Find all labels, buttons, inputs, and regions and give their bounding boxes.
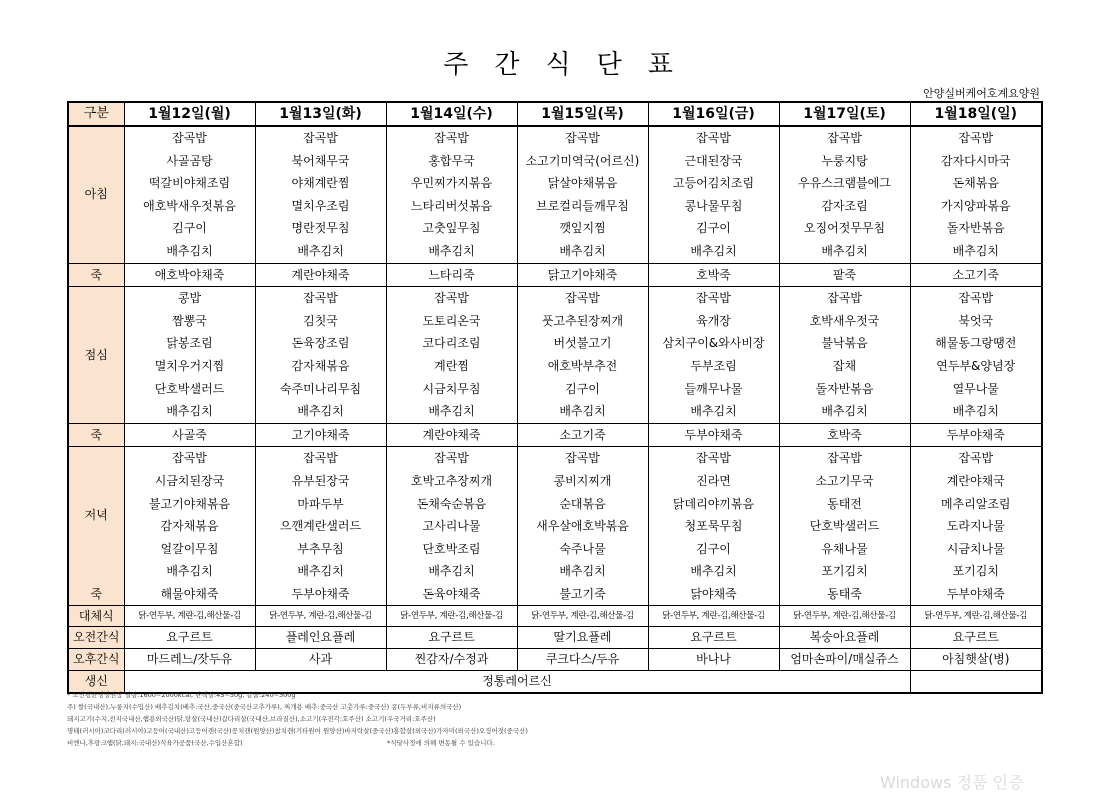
- menu-row: [68, 126, 1042, 150]
- menu-cell: 으깬계란샐러드: [255, 515, 386, 538]
- menu-cell: 우민찌가지볶음: [386, 172, 517, 195]
- menu-cell: 닭-연두부, 계란-김,해산물-김: [648, 606, 779, 627]
- menu-cell: 새우살애호박볶음: [517, 515, 648, 538]
- menu-cell: 배추김치: [255, 560, 386, 583]
- menu-cell: 배추김치: [517, 240, 648, 263]
- menu-cell: 포기김치: [779, 560, 910, 583]
- menu-cell: 아침햇살(병): [910, 649, 1042, 671]
- menu-cell: 닭-연두부, 계란-김,해산물-김: [910, 606, 1042, 627]
- menu-cell: 찐감자/수정과: [386, 649, 517, 671]
- menu-row: [68, 310, 1042, 333]
- menu-cell: 숙주나물: [517, 538, 648, 561]
- menu-cell: 배추김치: [386, 240, 517, 263]
- menu-cell: 열무나물: [910, 378, 1042, 401]
- menu-cell: 두부야채죽: [910, 583, 1042, 606]
- menu-cell: 두부야채죽: [648, 423, 779, 447]
- menu-cell: 바나나: [648, 649, 779, 671]
- windows-activation-watermark: Windows 정품 인증: [880, 773, 1024, 792]
- dinner-section: [68, 447, 1042, 606]
- menu-cell: 배추김치: [517, 560, 648, 583]
- birthday-cell: 정통레어르신: [124, 671, 910, 694]
- menu-cell: 돈육장조림: [255, 332, 386, 355]
- footnote-line: * 노인평균영양권장 열량:1600~2000kcal, 단백질:45~50g, 칼슘:240~300g: [67, 691, 296, 699]
- menu-cell: 유부된장국: [255, 470, 386, 493]
- jook-label: 죽: [68, 423, 124, 447]
- menu-cell: 돈채볶음: [910, 172, 1042, 195]
- menu-cell: 계란찜: [386, 355, 517, 378]
- menu-cell: 부추무침: [255, 538, 386, 561]
- header-row: [68, 102, 1042, 126]
- extras-section: [68, 606, 1042, 694]
- menu-cell: 팥죽: [779, 263, 910, 287]
- menu-row: [68, 287, 1042, 310]
- menu-cell: 닭살야채볶음: [517, 172, 648, 195]
- menu-row: [68, 195, 1042, 218]
- menu-cell: 콩나물무침: [648, 195, 779, 218]
- day-header: 1월15일(목): [517, 102, 648, 126]
- menu-cell: 동태죽: [779, 583, 910, 606]
- menu-cell: 숙주미나리무침: [255, 378, 386, 401]
- menu-cell: 순대볶음: [517, 493, 648, 516]
- menu-cell: 단호박샐러드: [779, 515, 910, 538]
- menu-cell: 마파두부: [255, 493, 386, 516]
- menu-row: [68, 447, 1042, 470]
- menu-cell: 잡곡밥: [386, 447, 517, 470]
- menu-cell: 소고기무국: [779, 470, 910, 493]
- menu-row: [68, 240, 1042, 263]
- menu-cell: 느타리버섯볶음: [386, 195, 517, 218]
- menu-cell: 요구르트: [386, 627, 517, 649]
- menu-cell: 메추리알조림: [910, 493, 1042, 516]
- menu-cell: 배추김치: [386, 400, 517, 423]
- jook-label: 죽: [68, 583, 124, 606]
- menu-cell: 요구르트: [910, 627, 1042, 649]
- menu-cell: 고기야채죽: [255, 423, 386, 447]
- menu-cell: 두부야채죽: [910, 423, 1042, 447]
- menu-cell: 잡곡밥: [255, 287, 386, 310]
- menu-cell: 배추김치: [255, 240, 386, 263]
- lunch-label: 점심: [68, 287, 124, 424]
- menu-row: [68, 470, 1042, 493]
- menu-cell: 김구이: [517, 378, 648, 401]
- menu-row: [68, 150, 1042, 173]
- organization-name: 안양실버케어호계요양원: [923, 87, 1040, 100]
- menu-cell: 연두부&양념장: [910, 355, 1042, 378]
- menu-cell: 시금치나물: [910, 538, 1042, 561]
- menu-cell: 잡곡밥: [910, 126, 1042, 150]
- menu-cell: 감자채볶음: [124, 515, 255, 538]
- menu-cell: 김칫국: [255, 310, 386, 333]
- menu-cell: 배추김치: [910, 400, 1042, 423]
- menu-cell: 쿠크다스/두유: [517, 649, 648, 671]
- menu-cell: 김구이: [648, 217, 779, 240]
- menu-cell: 잡곡밥: [386, 126, 517, 150]
- birthday-label: 생신: [68, 671, 124, 694]
- menu-cell: 불고기야채볶음: [124, 493, 255, 516]
- menu-cell: 잡곡밥: [648, 287, 779, 310]
- menu-cell: 잡곡밥: [255, 126, 386, 150]
- menu-row: [68, 355, 1042, 378]
- menu-cell: 육개장: [648, 310, 779, 333]
- menu-row: [68, 493, 1042, 516]
- menu-row: [68, 400, 1042, 423]
- menu-cell: 돌자반볶음: [779, 378, 910, 401]
- menu-cell: 버섯불고기: [517, 332, 648, 355]
- menu-cell: 북어채무국: [255, 150, 386, 173]
- menu-cell: 계란야채죽: [386, 423, 517, 447]
- jook-row: [68, 263, 1042, 287]
- menu-cell: 포기김치: [910, 560, 1042, 583]
- menu-cell: 두부야채죽: [255, 583, 386, 606]
- footnote-line: 돼지고기(수지,전지국내산,햄용외국산)닭,탕살(국내산)갑다리살(국내산,브라질산),소고기(우전각:호주산) 소고기(우국거리:호주산): [67, 715, 436, 723]
- menu-cell: 요구르트: [124, 627, 255, 649]
- menu-cell: 고등어김치조림: [648, 172, 779, 195]
- title-char: 간: [494, 50, 520, 80]
- menu-cell: 배추김치: [517, 400, 648, 423]
- page-title: [0, 44, 1116, 81]
- title-char: 단: [596, 50, 622, 80]
- menu-cell: 북엇국: [910, 310, 1042, 333]
- menu-cell: 잡곡밥: [517, 447, 648, 470]
- menu-cell: 동태전: [779, 493, 910, 516]
- menu-cell: 돈육야채죽: [386, 583, 517, 606]
- menu-cell: 가지양파볶음: [910, 195, 1042, 218]
- menu-cell: 잡곡밥: [386, 287, 517, 310]
- menu-cell: 계란야채국: [910, 470, 1042, 493]
- day-header: 1월16일(금): [648, 102, 779, 126]
- menu-cell: 콩밥: [124, 287, 255, 310]
- menu-cell: 김구이: [124, 217, 255, 240]
- title-char: 주: [443, 50, 469, 80]
- day-header: 1월18일(일): [910, 102, 1042, 126]
- pm-snack-label: 오후간식: [68, 649, 124, 671]
- menu-cell: 잡곡밥: [517, 287, 648, 310]
- menu-cell: 배추김치: [779, 400, 910, 423]
- menu-cell: 배추김치: [255, 400, 386, 423]
- menu-cell: 명란젓무침: [255, 217, 386, 240]
- menu-cell: 애호박부추전: [517, 355, 648, 378]
- menu-cell: 소고기죽: [517, 423, 648, 447]
- menu-cell: 잡곡밥: [779, 287, 910, 310]
- menu-cell: 잡곡밥: [779, 447, 910, 470]
- menu-cell: 애호박새우젓볶음: [124, 195, 255, 218]
- menu-cell: 닭-연두부, 계란-김,해산물-김: [124, 606, 255, 627]
- menu-cell: 얼갈이무침: [124, 538, 255, 561]
- menu-cell: 도라지나물: [910, 515, 1042, 538]
- menu-cell: 잡곡밥: [517, 126, 648, 150]
- menu-cell: 닭-연두부, 계란-김,해산물-김: [386, 606, 517, 627]
- dinner-label: 저녁: [68, 447, 124, 583]
- menu-cell: 애호박야채죽: [124, 263, 255, 287]
- menu-cell: 닭고기야채죽: [517, 263, 648, 287]
- menu-cell: 잡곡밥: [124, 447, 255, 470]
- menu-cell: 배추김치: [648, 560, 779, 583]
- menu-cell: 잡곡밥: [648, 447, 779, 470]
- menu-cell: 풋고추된장찌개: [517, 310, 648, 333]
- menu-row: [68, 378, 1042, 401]
- menu-cell: 감자조림: [779, 195, 910, 218]
- footnote-line: 주) 쌀(국내산),누룽지(수입산) 배추김치(배추:국산,중국산(중국산고추가루), 찌개용 배추:중국산 고춧가루:중국산) 콩(두부류,비지류의국산): [67, 703, 462, 711]
- menu-cell: 배추김치: [779, 240, 910, 263]
- menu-cell: 배추김치: [124, 400, 255, 423]
- menu-cell: 배추김치: [386, 560, 517, 583]
- menu-cell: 돌자반볶음: [910, 217, 1042, 240]
- menu-cell: 잡곡밥: [779, 126, 910, 150]
- menu-cell: 잡곡밥: [648, 126, 779, 150]
- menu-cell: 플레인요플레: [255, 627, 386, 649]
- menu-row: [68, 538, 1042, 561]
- menu-cell: 닭-연두부, 계란-김,해산물-김: [779, 606, 910, 627]
- menu-cell: 소고기죽: [910, 263, 1042, 287]
- menu-cell: 떡갈비야채조림: [124, 172, 255, 195]
- menu-cell: 잡곡밥: [910, 447, 1042, 470]
- day-header: 1월17일(토): [779, 102, 910, 126]
- weekly-menu-table: [67, 101, 1043, 694]
- footnote-line: 명태(러시아)코다리(러시아)고등어(국내산)고등어캔(국산)꽁치캔(원양산)참치캔(기타원어 원양산)바지락살(중국산)홍합살(외국산)가자미(외국산)오징어젓(중국산): [67, 727, 528, 735]
- am-snack-label: 오전간식: [68, 627, 124, 649]
- jook-row: [68, 583, 1042, 606]
- menu-cell: 불고기죽: [517, 583, 648, 606]
- menu-cell: 콩비지찌개: [517, 470, 648, 493]
- breakfast-label: 아침: [68, 126, 124, 263]
- menu-row: [68, 332, 1042, 355]
- menu-cell: 잡곡밥: [910, 287, 1042, 310]
- menu-cell: 해물야채죽: [124, 583, 255, 606]
- menu-cell: 시금치무침: [386, 378, 517, 401]
- menu-cell: 두부조림: [648, 355, 779, 378]
- menu-cell: 멸치우거지찜: [124, 355, 255, 378]
- menu-cell: 배추김치: [124, 560, 255, 583]
- menu-cell: 코다리조림: [386, 332, 517, 355]
- menu-cell: 시금치된장국: [124, 470, 255, 493]
- menu-cell: 진라면: [648, 470, 779, 493]
- menu-row: [68, 172, 1042, 195]
- jook-row: [68, 423, 1042, 447]
- menu-cell: 홍합무국: [386, 150, 517, 173]
- menu-cell: 마드레느/잣두유: [124, 649, 255, 671]
- day-header: 1월13일(화): [255, 102, 386, 126]
- menu-cell: 들깨무나물: [648, 378, 779, 401]
- alt-meal-row: [68, 606, 1042, 627]
- menu-cell: 복숭아요플레: [779, 627, 910, 649]
- menu-cell: 단호박샐러드: [124, 378, 255, 401]
- menu-cell: 호박새우젓국: [779, 310, 910, 333]
- breakfast-section: [68, 126, 1042, 287]
- menu-cell: 사과: [255, 649, 386, 671]
- day-header: 1월14일(수): [386, 102, 517, 126]
- menu-cell: 닭-연두부, 계란-김,해산물-김: [255, 606, 386, 627]
- menu-cell: 사골죽: [124, 423, 255, 447]
- menu-cell: 느타리죽: [386, 263, 517, 287]
- menu-cell: 고춧잎무침: [386, 217, 517, 240]
- title-char: 표: [647, 50, 673, 80]
- menu-cell: 근대된장국: [648, 150, 779, 173]
- pm-snack-row: [68, 649, 1042, 671]
- menu-cell: 배추김치: [910, 240, 1042, 263]
- menu-cell: 깻잎지찜: [517, 217, 648, 240]
- menu-cell: 불낙볶음: [779, 332, 910, 355]
- menu-cell: 배추김치: [124, 240, 255, 263]
- menu-cell: 배추김치: [648, 400, 779, 423]
- menu-cell: 유채나물: [779, 538, 910, 561]
- day-header: 1월12일(월): [124, 102, 255, 126]
- menu-cell: 요구르트: [648, 627, 779, 649]
- menu-cell: 오징어젓무무침: [779, 217, 910, 240]
- menu-cell: 배추김치: [648, 240, 779, 263]
- menu-cell: 감자다시마국: [910, 150, 1042, 173]
- menu-cell: 잡곡밥: [124, 126, 255, 150]
- footnotes: [67, 689, 1047, 749]
- menu-cell: 호박죽: [779, 423, 910, 447]
- menu-cell: 누룽지탕: [779, 150, 910, 173]
- menu-cell: 소고기미역국(어르신): [517, 150, 648, 173]
- menu-cell: 도토리온국: [386, 310, 517, 333]
- lunch-section: [68, 287, 1042, 447]
- menu-row: [68, 217, 1042, 240]
- menu-cell: 감자채볶음: [255, 355, 386, 378]
- menu-cell: 호박고추장찌개: [386, 470, 517, 493]
- menu-cell: 브로컬리들깨무침: [517, 195, 648, 218]
- menu-row: [68, 560, 1042, 583]
- title-char: 식: [545, 50, 571, 80]
- menu-cell: 야채계란찜: [255, 172, 386, 195]
- menu-cell: 딸기요플레: [517, 627, 648, 649]
- menu-row: [68, 515, 1042, 538]
- menu-cell: 잡채: [779, 355, 910, 378]
- menu-cell: 김구이: [648, 538, 779, 561]
- menu-cell: 닭봉조림: [124, 332, 255, 355]
- menu-cell: 닭-연두부, 계란-김,해산물-김: [517, 606, 648, 627]
- menu-cell: 우유스크램블에그: [779, 172, 910, 195]
- footnote-line: 비엔나,후랑크햄(닭,돼지:국내산)식육가공품(국산,수입산혼합): [67, 739, 243, 747]
- am-snack-row: [68, 627, 1042, 649]
- menu-cell: 고사리나물: [386, 515, 517, 538]
- menu-cell: 호박죽: [648, 263, 779, 287]
- menu-cell: 잡곡밥: [255, 447, 386, 470]
- menu-cell: 짬뽕국: [124, 310, 255, 333]
- footnote-notice: *식당사정에 의해 변동될 수 있습니다.: [387, 739, 495, 747]
- alt-meal-label: 대체식: [68, 606, 124, 627]
- menu-cell: 멸치우조림: [255, 195, 386, 218]
- category-header: 구분: [68, 102, 124, 126]
- menu-cell: 돈채숙순볶음: [386, 493, 517, 516]
- menu-cell: 엄마손파이/매실쥬스: [779, 649, 910, 671]
- menu-cell: 해물동그랑땡전: [910, 332, 1042, 355]
- menu-cell: 삼치구이&와사비장: [648, 332, 779, 355]
- menu-cell: 사골곰탕: [124, 150, 255, 173]
- jook-label: 죽: [68, 263, 124, 287]
- menu-cell: 계란야채죽: [255, 263, 386, 287]
- menu-cell: 청포묵무침: [648, 515, 779, 538]
- menu-cell: 닭데리야끼볶음: [648, 493, 779, 516]
- menu-cell: 닭야채죽: [648, 583, 779, 606]
- menu-cell: 단호박조림: [386, 538, 517, 561]
